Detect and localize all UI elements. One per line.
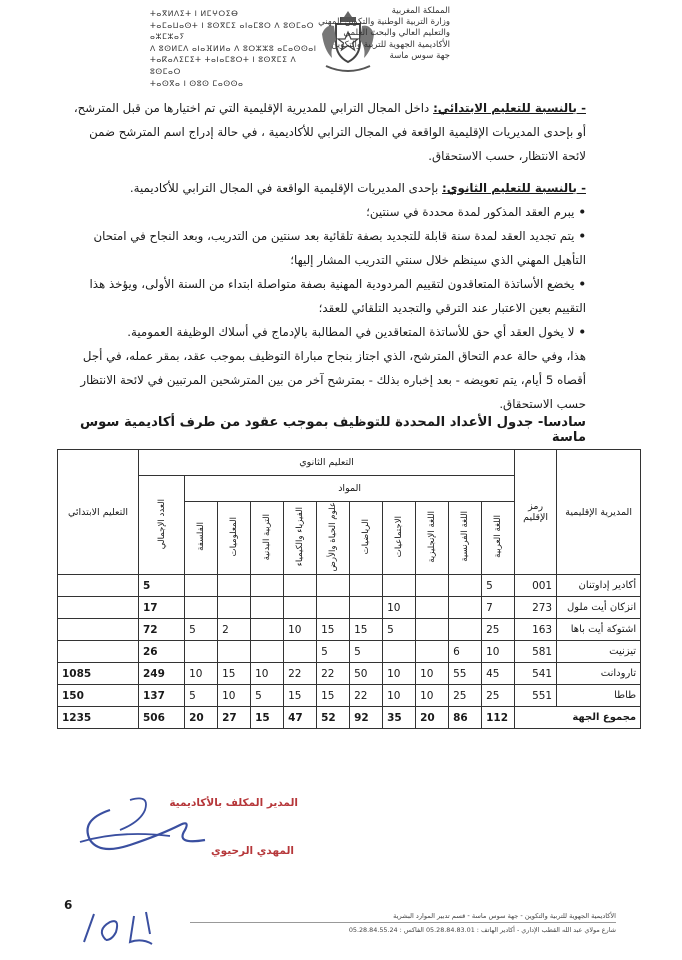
subject-value-cell — [284, 575, 317, 597]
subject-header: اللغة الفرنسية — [449, 502, 482, 575]
total-value-cell: 506 — [139, 707, 185, 729]
primary-value-cell: 1085 — [58, 663, 139, 685]
subject-value-cell: 10 — [284, 619, 317, 641]
subject-value-cell: 92 — [350, 707, 383, 729]
subject-value-cell: 112 — [482, 707, 515, 729]
total-value-cell: 26 — [139, 641, 185, 663]
subject-header: الاجتماعيات — [383, 502, 416, 575]
subject-value-cell — [350, 575, 383, 597]
primary-label: - بالنسبة للتعليم الابتدائي: — [433, 101, 586, 115]
subject-value-cell — [251, 641, 284, 663]
bullet-item: •يخضع الأساتذة المتعاقدون لتقييم المردودية المهنية بصفة متواصلة ابتداء من السنة الأولى، ويؤخذ هذا التقييم بعين الاعتبار عند الترقي والتجديد التلقائي للعقد؛ — [89, 277, 586, 315]
header-arabic — [240, 6, 450, 62]
directorate-cell: انزكان أيت ملول — [557, 597, 641, 619]
subject-value-cell: 5 — [251, 685, 284, 707]
subject-value-cell — [218, 641, 251, 663]
handwritten-signature — [70, 790, 220, 870]
code-cell: 163 — [515, 619, 557, 641]
header-line: المملكة المغربية — [391, 6, 450, 16]
subject-value-cell: 25 — [482, 685, 515, 707]
subject-value-cell: 22 — [350, 685, 383, 707]
table-row — [58, 575, 641, 597]
subject-value-cell: 15 — [317, 685, 350, 707]
primary-value-cell — [58, 641, 139, 663]
bullet-icon: • — [578, 205, 586, 219]
subject-value-cell — [284, 597, 317, 619]
col-secondary: التعليم الثانوي — [139, 450, 515, 476]
subject-value-cell: 15 — [218, 663, 251, 685]
subject-value-cell — [251, 619, 284, 641]
footer-line-1: الأكاديمية الجهوية للتربية والتكوين - جهة سوس ماسة - قسم تدبير الموارد البشرية — [393, 912, 616, 920]
subject-value-cell — [185, 641, 218, 663]
bullet-icon: • — [578, 277, 586, 291]
primary-value-cell — [58, 619, 139, 641]
subject-value-cell — [218, 597, 251, 619]
subject-value-cell: 25 — [482, 619, 515, 641]
subject-value-cell: 10 — [482, 641, 515, 663]
subject-value-cell: 15 — [251, 707, 284, 729]
subject-value-cell: 52 — [317, 707, 350, 729]
footer-line-2: شارع مولاي عبد الله القطب الإداري - أكادير الهاتف : 05.28.84.83.01 الفاكس : 05.28.84.55.24 — [348, 926, 616, 934]
subject-value-cell — [383, 641, 416, 663]
directorate-cell: اشتوكة أيت باها — [557, 619, 641, 641]
secondary-text: بإحدى المديريات الإقليمية الواقعة في المجال الترابي للأكاديمية. — [129, 181, 443, 195]
primary-value-cell — [58, 597, 139, 619]
total-value-cell: 5 — [139, 575, 185, 597]
subject-value-cell — [416, 641, 449, 663]
tifinagh-line: ⵜⴰⴽⴰⴷⵉⵎⵉⵜ ⵜⴰⵏⴰⵎⵓⵔⵜ ⵏ ⵓⵙⴳⵎⵉ ⴷ ⵓⵙⵎⴰⵔ — [150, 55, 297, 76]
total-value-cell: 72 — [139, 619, 185, 641]
directorate-cell: تيزنيت — [557, 641, 641, 663]
subject-value-cell: 25 — [449, 685, 482, 707]
page-number: 6 — [64, 898, 73, 912]
subject-value-cell — [449, 575, 482, 597]
primary-value-cell: 150 — [58, 685, 139, 707]
table-row — [58, 641, 641, 663]
subject-value-cell: 2 — [218, 619, 251, 641]
tifinagh-line: ⵜⴰⵎⴰⵡⴰⵙⵜ ⵏ ⵓⵙⴳⵎⵉ ⴰⵏⴰⵎⵓⵔ ⴷ ⵓⵙⵎⴰⵔ ⴰⵣⵎⵣⴰⵢ — [150, 20, 315, 42]
bullet-item: •يبرم العقد المذكور لمدة محددة في سنتين؛ — [366, 205, 586, 219]
subject-value-cell: 10 — [185, 663, 218, 685]
subject-value-cell — [317, 575, 350, 597]
primary-text: داخل المجال الترابي للمديرية الإقليمية التي تم اختيارها من قبل المترشح، أو بإحدى المديريات الإقليمية الواقعة في المجال الترابي للأكاديمية ، في حالة إدراج اسم المترشح ضمن لائحة الانتظار، حسب الاستحقاق. — [73, 101, 586, 163]
total-value-cell: 137 — [139, 685, 185, 707]
subject-value-cell: 5 — [185, 619, 218, 641]
footer-divider — [190, 922, 616, 923]
subject-value-cell: 15 — [350, 619, 383, 641]
subject-value-cell — [383, 575, 416, 597]
signature-title: المدير المكلف بالأكاديمية — [169, 797, 298, 809]
col-primary: التعليم الابتدائي — [58, 450, 139, 575]
header-line: الأكاديمية الجهوية للتربية والتكوين — [331, 39, 450, 50]
directorate-cell: طاطا — [557, 685, 641, 707]
subject-value-cell — [317, 597, 350, 619]
subject-value-cell: 45 — [482, 663, 515, 685]
subject-value-cell: 15 — [284, 685, 317, 707]
subject-value-cell: 20 — [416, 707, 449, 729]
bullet-icon: • — [578, 325, 586, 339]
subject-value-cell: 35 — [383, 707, 416, 729]
section-heading: سادسا- جدول الأعداد المحددة للتوظيف بموجب عقود من طرف أكاديمية سوس ماسة — [79, 415, 586, 445]
subject-value-cell: 55 — [449, 663, 482, 685]
header-line: وزارة التربية الوطنية والتكوين المهني — [318, 17, 450, 28]
subject-value-cell — [218, 575, 251, 597]
subject-value-cell — [416, 575, 449, 597]
table-row — [58, 597, 641, 619]
initials-mark — [76, 902, 176, 952]
subject-header: الفلسفة — [185, 502, 218, 575]
primary-paragraph — [66, 96, 586, 168]
subject-value-cell — [416, 619, 449, 641]
subject-value-cell: 6 — [449, 641, 482, 663]
total-label-cell: مجموع الجهة — [515, 707, 641, 729]
table-row — [58, 685, 641, 707]
tifinagh-line: ⵜⴰⴳⵍⴷⵉⵜ ⵏ ⵍⵎⵖⵔⵉⴱ — [150, 9, 239, 18]
code-cell: 581 — [515, 641, 557, 663]
subject-value-cell: 10 — [251, 663, 284, 685]
subject-value-cell — [416, 597, 449, 619]
subject-header: اللغة العربية — [482, 502, 515, 575]
subject-value-cell: 47 — [284, 707, 317, 729]
secondary-paragraph — [66, 176, 586, 200]
subject-value-cell: 5 — [185, 685, 218, 707]
subject-header: اللغة الإنجليزية — [416, 502, 449, 575]
subject-value-cell: 22 — [317, 663, 350, 685]
subject-value-cell: 86 — [449, 707, 482, 729]
subject-header: الفيزياء والكيمياء — [284, 502, 317, 575]
subject-value-cell — [449, 619, 482, 641]
code-cell: 273 — [515, 597, 557, 619]
subject-value-cell — [185, 597, 218, 619]
primary-value-cell: 1235 — [58, 707, 139, 729]
bullet-list — [66, 200, 586, 344]
table-header-row — [58, 450, 641, 476]
code-cell: 001 — [515, 575, 557, 597]
directorate-cell: أكادير إداوتنان — [557, 575, 641, 597]
subject-value-cell: 5 — [350, 641, 383, 663]
subject-value-cell — [251, 575, 284, 597]
bullet-item: •يتم تجديد العقد لمدة سنة قابلة للتجديد بصفة تلقائية بعد سنتين من التدريب، وبعد النجاح في امتحان التأهيل المهني الذي سينظم خلال سنتي التدريب المشار إليها؛ — [93, 229, 586, 267]
total-row — [58, 707, 641, 729]
bullet-item: •لا يخول العقد أي حق للأساتذة المتعاقدين في المطالبة بالإدماج في أسلاك الوظيفة العمومية. — [127, 325, 586, 339]
subject-value-cell: 10 — [383, 663, 416, 685]
total-value-cell: 249 — [139, 663, 185, 685]
header-line: جهة سوس ماسة — [389, 50, 450, 61]
table-row — [58, 619, 641, 641]
bullet-icon: • — [578, 229, 586, 243]
subject-value-cell: 5 — [482, 575, 515, 597]
recruitment-table — [57, 449, 641, 729]
header-line: والتعليم العالي والبحث العلمي — [343, 28, 450, 39]
col-code: رمز الإقليم — [515, 450, 557, 575]
secondary-label: - بالنسبة للتعليم الثانوي: — [442, 181, 586, 195]
subject-value-cell — [284, 641, 317, 663]
subject-value-cell: 5 — [383, 619, 416, 641]
col-subjects: المواد — [185, 476, 515, 502]
table-body — [58, 575, 641, 729]
subject-header: علوم الحياة والأرض — [317, 502, 350, 575]
subject-header: المعلوميات — [218, 502, 251, 575]
subject-value-cell: 27 — [218, 707, 251, 729]
subject-value-cell: 10 — [218, 685, 251, 707]
col-total: العدد الإجمالي — [139, 476, 185, 575]
subject-value-cell: 10 — [383, 685, 416, 707]
subject-value-cell: 15 — [317, 619, 350, 641]
subject-value-cell: 10 — [416, 685, 449, 707]
subject-value-cell — [251, 597, 284, 619]
subject-value-cell: 5 — [317, 641, 350, 663]
subject-value-cell: 10 — [383, 597, 416, 619]
subject-value-cell — [350, 597, 383, 619]
subject-header: التربية البدنية — [251, 502, 284, 575]
col-directorate: المديرية الإقليمية — [557, 450, 641, 575]
table-row — [58, 663, 641, 685]
primary-value-cell — [58, 575, 139, 597]
directorate-cell: تارودانت — [557, 663, 641, 685]
tifinagh-line: ⵜⴰⵙⴳⴰ ⵏ ⵙⵓⵙ ⵎⴰⵙⵙⴰ — [150, 78, 244, 88]
subject-value-cell — [185, 575, 218, 597]
subject-value-cell: 22 — [284, 663, 317, 685]
subject-value-cell — [449, 597, 482, 619]
code-cell: 551 — [515, 685, 557, 707]
subject-header: الرياضيات — [350, 502, 383, 575]
subject-value-cell: 50 — [350, 663, 383, 685]
tifinagh-line: ⴷ ⵓⵙⵍⵎⴷ ⴰⵏⴰⴼⵍⵍⴰ ⴷ ⵓⵔⵣⵣⵓ ⴰⵎⴰⵙⵙⴰⵏ — [150, 43, 317, 53]
subject-value-cell: 7 — [482, 597, 515, 619]
total-value-cell: 17 — [139, 597, 185, 619]
subject-value-cell: 10 — [416, 663, 449, 685]
subject-value-cell: 20 — [185, 707, 218, 729]
signature-name: المهدي الرحيوي — [211, 845, 294, 857]
closing-paragraph: هذا، وفي حالة عدم التحاق المترشح، الذي اجتاز بنجاح مباراة التوظيف بموجب عقد، بمقر عمله، في أجل أقصاه 5 أيام، يتم تعويضه - بعد إخباره بذلك - بمترشح آخر من بين المترشحين المرتبين في لائحة الانتظار حسب الاستحقاق. — [80, 349, 586, 411]
code-cell: 541 — [515, 663, 557, 685]
